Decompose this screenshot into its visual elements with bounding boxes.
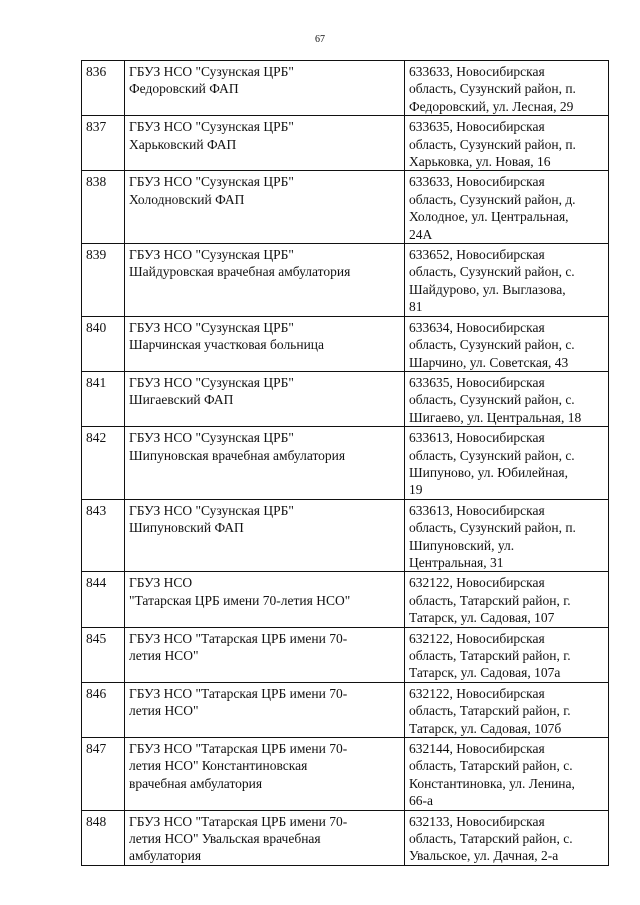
address-line: 632122, Новосибирская (409, 685, 545, 701)
institution-name-line: ГБУЗ НСО "Татарская ЦРБ имени 70- (129, 741, 348, 757)
address-line: 633633, Новосибирская (409, 64, 545, 79)
institution-name-cell (125, 499, 405, 572)
address-line: Константиновка, ул. Ленина, (409, 775, 575, 791)
address-line: Шарчино, ул. Советская, 43 (409, 354, 569, 370)
registry-table-body (82, 61, 609, 866)
institution-name-cell (125, 316, 405, 371)
row-number-cell: 839 (82, 244, 125, 317)
registry-table (81, 60, 609, 866)
table-row (82, 427, 609, 500)
table-row (82, 738, 609, 811)
institution-name-line: летия НСО" Константиновская (129, 758, 308, 774)
page-number: 67 (315, 34, 325, 45)
address-line: 633634, Новосибирская (409, 319, 545, 335)
address-line: 633652, Новосибирская (409, 247, 545, 263)
address-line: область, Татарский район, с. (409, 831, 573, 847)
table-row (82, 244, 609, 317)
address-line: 633635, Новосибирская (409, 119, 545, 135)
institution-name-cell (125, 682, 405, 737)
institution-name-line: "Татарская ЦРБ имени 70-летия НСО" (129, 592, 351, 608)
address-cell (405, 738, 609, 811)
address-line: 633613, Новосибирская (409, 502, 545, 518)
address-line: Харьковка, ул. Новая, 16 (409, 154, 551, 170)
institution-name-line: Шигаевский ФАП (129, 392, 234, 408)
institution-name-cell (125, 572, 405, 627)
row-number-cell: 838 (82, 171, 125, 244)
institution-name-cell (125, 738, 405, 811)
institution-name-line: Федоровский ФАП (129, 81, 239, 97)
institution-name-line: ГБУЗ НСО "Татарская ЦРБ имени 70- (129, 630, 348, 646)
address-line: 632122, Новосибирская (409, 630, 545, 646)
institution-name-line: Шипуновский ФАП (129, 520, 244, 536)
address-cell (405, 371, 609, 426)
table-row (82, 116, 609, 171)
institution-name-line: Холодновский ФАП (129, 191, 245, 207)
address-line: область, Татарский район, г. (409, 703, 571, 719)
row-number-cell: 845 (82, 627, 125, 682)
address-line: 633635, Новосибирская (409, 374, 545, 390)
address-line: область, Сузунский район, п. (409, 520, 576, 536)
institution-name-line: амбулатория (129, 848, 202, 864)
institution-name-cell (125, 627, 405, 682)
row-number-cell: 837 (82, 116, 125, 171)
table-row (82, 810, 609, 865)
address-line: 19 (409, 482, 423, 498)
address-cell (405, 627, 609, 682)
institution-name-line: ГБУЗ НСО "Сузунская ЦРБ" (129, 64, 294, 79)
row-number-cell: 836 (82, 61, 125, 116)
table-row (82, 61, 609, 116)
row-number-cell: 841 (82, 371, 125, 426)
address-line: 632144, Новосибирская (409, 741, 545, 757)
row-number-cell: 846 (82, 682, 125, 737)
row-number-cell: 842 (82, 427, 125, 500)
address-cell (405, 682, 609, 737)
institution-name-line: летия НСО" Увальская врачебная (129, 831, 321, 847)
table-row (82, 627, 609, 682)
address-line: Увальское, ул. Дачная, 2-а (409, 848, 559, 864)
row-number-cell: 840 (82, 316, 125, 371)
institution-name-line: ГБУЗ НСО "Татарская ЦРБ имени 70- (129, 685, 348, 701)
address-line: 66-а (409, 793, 433, 809)
institution-name-line: Шипуновская врачебная амбулатория (129, 447, 346, 463)
institution-name-cell (125, 427, 405, 500)
address-cell (405, 171, 609, 244)
address-line: область, Татарский район, с. (409, 758, 573, 774)
row-number-cell: 848 (82, 810, 125, 865)
address-cell (405, 316, 609, 371)
row-number-cell: 843 (82, 499, 125, 572)
table-row (82, 316, 609, 371)
institution-name-line: врачебная амбулатория (129, 775, 263, 791)
address-cell (405, 61, 609, 116)
address-line: Шипуново, ул. Юбилейная, (409, 464, 568, 480)
table-row (82, 499, 609, 572)
address-line: 632122, Новосибирская (409, 575, 545, 591)
address-cell (405, 116, 609, 171)
address-line: область, Сузунский район, д. (409, 191, 576, 207)
address-line: 81 (409, 299, 423, 315)
address-cell (405, 810, 609, 865)
table-row (82, 682, 609, 737)
address-line: Шайдурово, ул. Выглазова, (409, 281, 566, 297)
address-line: 633633, Новосибирская (409, 174, 545, 190)
address-line: Татарск, ул. Садовая, 107 (409, 610, 555, 626)
address-line: Татарск, ул. Садовая, 107б (409, 720, 562, 736)
address-line: область, Сузунский район, с. (409, 447, 575, 463)
address-line: 632133, Новосибирская (409, 813, 545, 829)
address-cell (405, 499, 609, 572)
row-number-cell: 844 (82, 572, 125, 627)
institution-name-line: Шарчинская участковая больница (129, 337, 325, 353)
institution-name-line: ГБУЗ НСО (129, 575, 193, 591)
address-cell (405, 427, 609, 500)
row-number-cell: 847 (82, 738, 125, 811)
institution-name-cell (125, 810, 405, 865)
institution-name-line: ГБУЗ НСО "Сузунская ЦРБ" (129, 502, 294, 518)
institution-name-line: ГБУЗ НСО "Татарская ЦРБ имени 70- (129, 813, 348, 829)
institution-name-line: ГБУЗ НСО "Сузунская ЦРБ" (129, 119, 294, 135)
institution-name-line: ГБУЗ НСО "Сузунская ЦРБ" (129, 430, 294, 446)
institution-name-line: летия НСО" (129, 648, 199, 663)
address-line: Федоровский, ул. Лесная, 29 (409, 98, 574, 114)
address-cell (405, 244, 609, 317)
institution-name-line: летия НСО" (129, 703, 199, 719)
address-line: область, Сузунский район, с. (409, 392, 575, 408)
address-line: Татарск, ул. Садовая, 107а (409, 665, 561, 681)
address-line: 633613, Новосибирская (409, 430, 545, 446)
institution-name-line: ГБУЗ НСО "Сузунская ЦРБ" (129, 174, 294, 190)
address-cell (405, 572, 609, 627)
address-line: Центральная, 31 (409, 554, 504, 570)
address-line: область, Сузунский район, п. (409, 136, 576, 152)
institution-name-line: Харьковский ФАП (129, 136, 237, 152)
institution-name-line: ГБУЗ НСО "Сузунская ЦРБ" (129, 319, 294, 335)
institution-name-line: Шайдуровская врачебная амбулатория (129, 264, 351, 280)
address-line: область, Сузунский район, с. (409, 337, 575, 353)
address-line: Шипуновский, ул. (409, 537, 515, 553)
address-line: область, Татарский район, г. (409, 648, 571, 663)
address-line: область, Татарский район, г. (409, 592, 571, 608)
address-line: Холодное, ул. Центральная, (409, 209, 569, 225)
address-line: 24А (409, 226, 433, 242)
institution-name-cell (125, 116, 405, 171)
address-line: область, Сузунский район, с. (409, 264, 575, 280)
address-line: Шигаево, ул. Центральная, 18 (409, 409, 582, 425)
address-line: область, Сузунский район, п. (409, 81, 576, 97)
table-row (82, 171, 609, 244)
institution-name-cell (125, 171, 405, 244)
institution-name-cell (125, 371, 405, 426)
table-row (82, 371, 609, 426)
table-row (82, 572, 609, 627)
institution-name-cell (125, 61, 405, 116)
institution-name-line: ГБУЗ НСО "Сузунская ЦРБ" (129, 374, 294, 390)
institution-name-cell (125, 244, 405, 317)
institution-name-line: ГБУЗ НСО "Сузунская ЦРБ" (129, 247, 294, 263)
